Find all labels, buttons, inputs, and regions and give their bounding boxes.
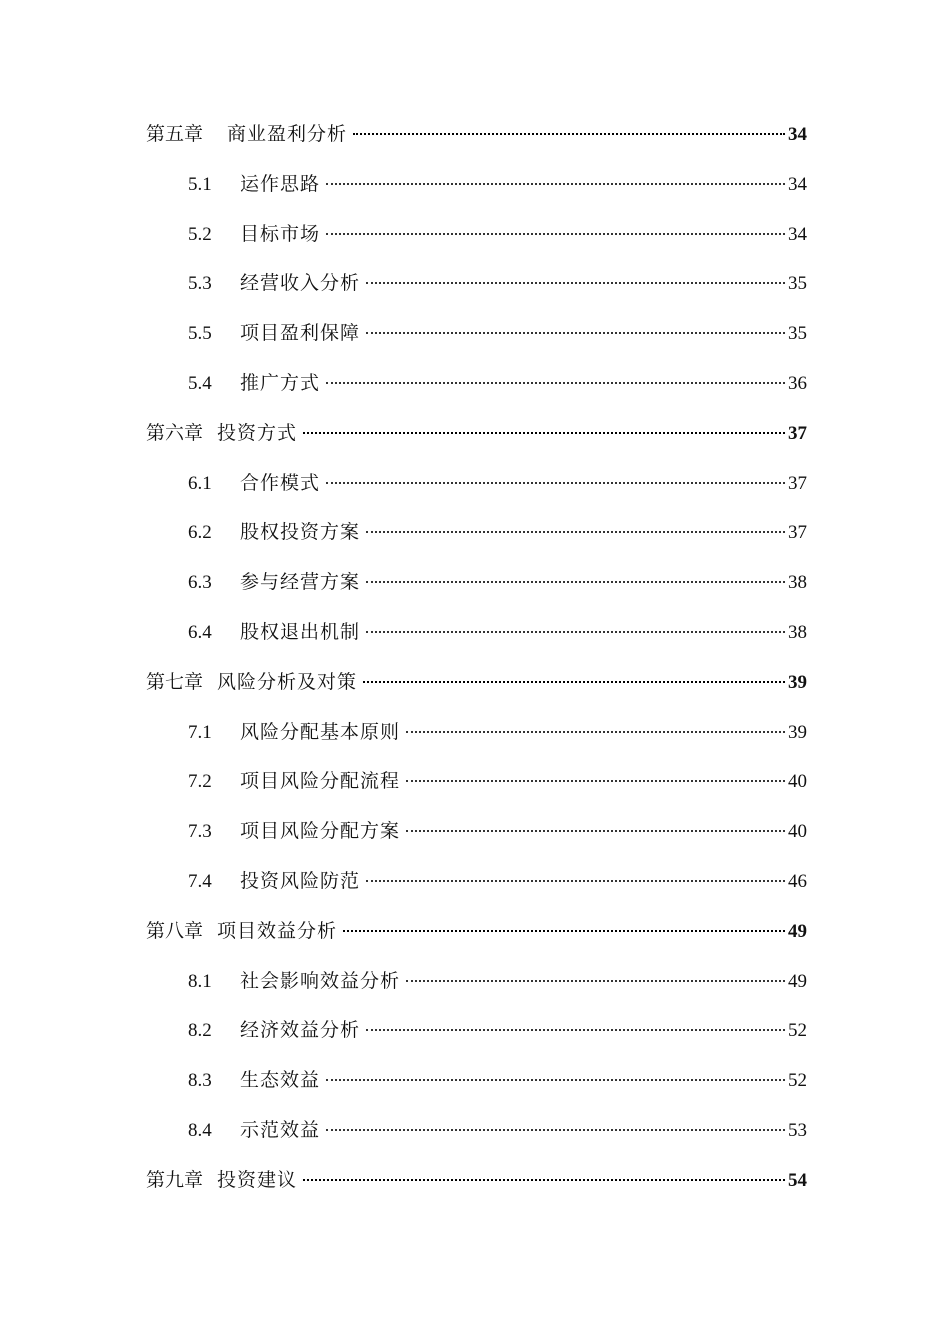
dot-leader [326,233,785,235]
toc-entry-page: 39 [788,671,807,693]
toc-entry-page: 52 [788,1020,807,1042]
toc-entry-title: 运作思路 [240,172,321,195]
dot-leader [366,631,785,633]
toc-entry-page: 40 [788,771,807,793]
toc-entry-title: 项目风险分配方案 [240,820,401,843]
toc-entry-title: 示范效益 [240,1118,321,1141]
toc-section-8-1[interactable] [146,957,807,1007]
toc-entry-number: 5.4 [188,372,212,394]
toc-entry-page: 35 [788,273,807,295]
dot-leader [343,930,785,932]
toc-entry-title: 投资方式 [217,421,298,444]
toc-entry-number: 6.4 [188,621,212,643]
toc-entry-number: 5.5 [188,323,212,345]
toc-chapter-5[interactable] [146,110,807,160]
toc-section-8-4[interactable] [146,1106,807,1156]
toc-entry-number: 第六章 [146,421,204,444]
dot-leader [326,482,785,484]
toc-entry-title: 推广方式 [240,371,321,394]
toc-entry-number: 6.1 [188,472,212,494]
toc-entry-number: 5.1 [188,173,212,195]
toc-entry-page: 38 [788,572,807,594]
toc-section-5-4[interactable] [146,359,807,409]
toc-entry-title: 参与经营方案 [240,571,361,594]
toc-entry-title: 生态效益 [240,1069,321,1092]
toc-entry-number: 6.3 [188,572,212,594]
toc-entry-number: 7.3 [188,821,212,843]
toc-entry-page: 34 [788,124,807,145]
table-of-contents [146,110,807,1206]
toc-entry-title: 风险分析及对策 [217,670,358,693]
toc-entry-number: 第九章 [146,1168,204,1191]
toc-entry-title: 商业盈利分析 [227,123,348,145]
toc-entry-page: 54 [788,1169,807,1191]
toc-chapter-9[interactable] [146,1156,807,1206]
toc-section-6-3[interactable] [146,558,807,608]
dot-leader [366,581,785,583]
toc-entry-number: 第八章 [146,919,204,942]
dot-leader [353,133,785,135]
toc-entry-number: 5.3 [188,273,212,295]
toc-entry-number: 8.3 [188,1070,212,1092]
toc-entry-title: 风险分配基本原则 [240,720,401,743]
dot-leader [406,731,785,733]
dot-leader [303,1179,785,1181]
toc-entry-title: 股权退出机制 [240,620,361,643]
dot-leader [326,382,785,384]
toc-entry-page: 35 [788,323,807,345]
toc-entry-title: 项目效益分析 [217,919,338,942]
toc-entry-page: 49 [788,920,807,942]
toc-entry-page: 37 [788,422,807,444]
dot-leader [406,830,785,832]
toc-entry-page: 40 [788,821,807,843]
toc-entry-number: 8.4 [188,1119,212,1141]
toc-chapter-8[interactable] [146,907,807,957]
toc-entry-page: 38 [788,621,807,643]
toc-entry-page: 37 [788,472,807,494]
toc-entry-page: 37 [788,522,807,544]
toc-section-8-2[interactable] [146,1006,807,1056]
dot-leader [366,531,785,533]
toc-section-7-3[interactable] [146,807,807,857]
dot-leader [366,282,785,284]
toc-entry-title: 合作模式 [240,471,321,494]
toc-entry-number: 8.2 [188,1020,212,1042]
toc-entry-number: 第五章 [146,123,204,145]
toc-entry-number: 7.4 [188,870,212,892]
toc-entry-page: 52 [788,1070,807,1092]
toc-entry-page: 49 [788,970,807,992]
toc-chapter-7[interactable] [146,658,807,708]
toc-entry-title: 经济效益分析 [240,1019,361,1042]
toc-entry-title: 目标市场 [240,222,321,245]
toc-entry-title: 项目盈利保障 [240,322,361,345]
toc-entry-title: 投资风险防范 [240,869,361,892]
dot-leader [326,1079,785,1081]
toc-section-5-2[interactable] [146,210,807,260]
dot-leader [326,183,785,185]
toc-section-7-4[interactable] [146,857,807,907]
toc-section-7-1[interactable] [146,708,807,758]
toc-entry-title: 经营收入分析 [240,272,361,295]
toc-entry-page: 39 [788,721,807,743]
toc-entry-number: 6.2 [188,522,212,544]
toc-chapter-6[interactable] [146,409,807,459]
toc-entry-page: 36 [788,372,807,394]
toc-entry-title: 投资建议 [217,1168,298,1191]
dot-leader [326,1129,785,1131]
toc-entry-page: 34 [788,223,807,245]
toc-section-7-2[interactable] [146,757,807,807]
toc-section-6-2[interactable] [146,508,807,558]
toc-section-6-1[interactable] [146,459,807,509]
toc-section-5-5[interactable] [146,309,807,359]
dot-leader [366,880,785,882]
toc-entry-number: 第七章 [146,670,204,693]
dot-leader [406,980,785,982]
toc-entry-page: 34 [788,173,807,195]
toc-section-5-1[interactable] [146,160,807,210]
toc-entry-number: 7.1 [188,721,212,743]
dot-leader [366,1029,785,1031]
dot-leader [406,780,785,782]
dot-leader [303,432,785,434]
dot-leader [363,681,785,683]
toc-entry-title: 项目风险分配流程 [240,770,401,793]
toc-entry-number: 7.2 [188,771,212,793]
toc-section-6-4[interactable] [146,608,807,658]
toc-entry-number: 5.2 [188,223,212,245]
toc-entry-number: 8.1 [188,970,212,992]
toc-entry-title: 股权投资方案 [240,521,361,544]
dot-leader [366,332,785,334]
toc-section-5-3[interactable] [146,259,807,309]
toc-entry-title: 社会影响效益分析 [240,969,401,992]
toc-entry-page: 46 [788,870,807,892]
toc-entry-page: 53 [788,1119,807,1141]
toc-section-8-3[interactable] [146,1056,807,1106]
